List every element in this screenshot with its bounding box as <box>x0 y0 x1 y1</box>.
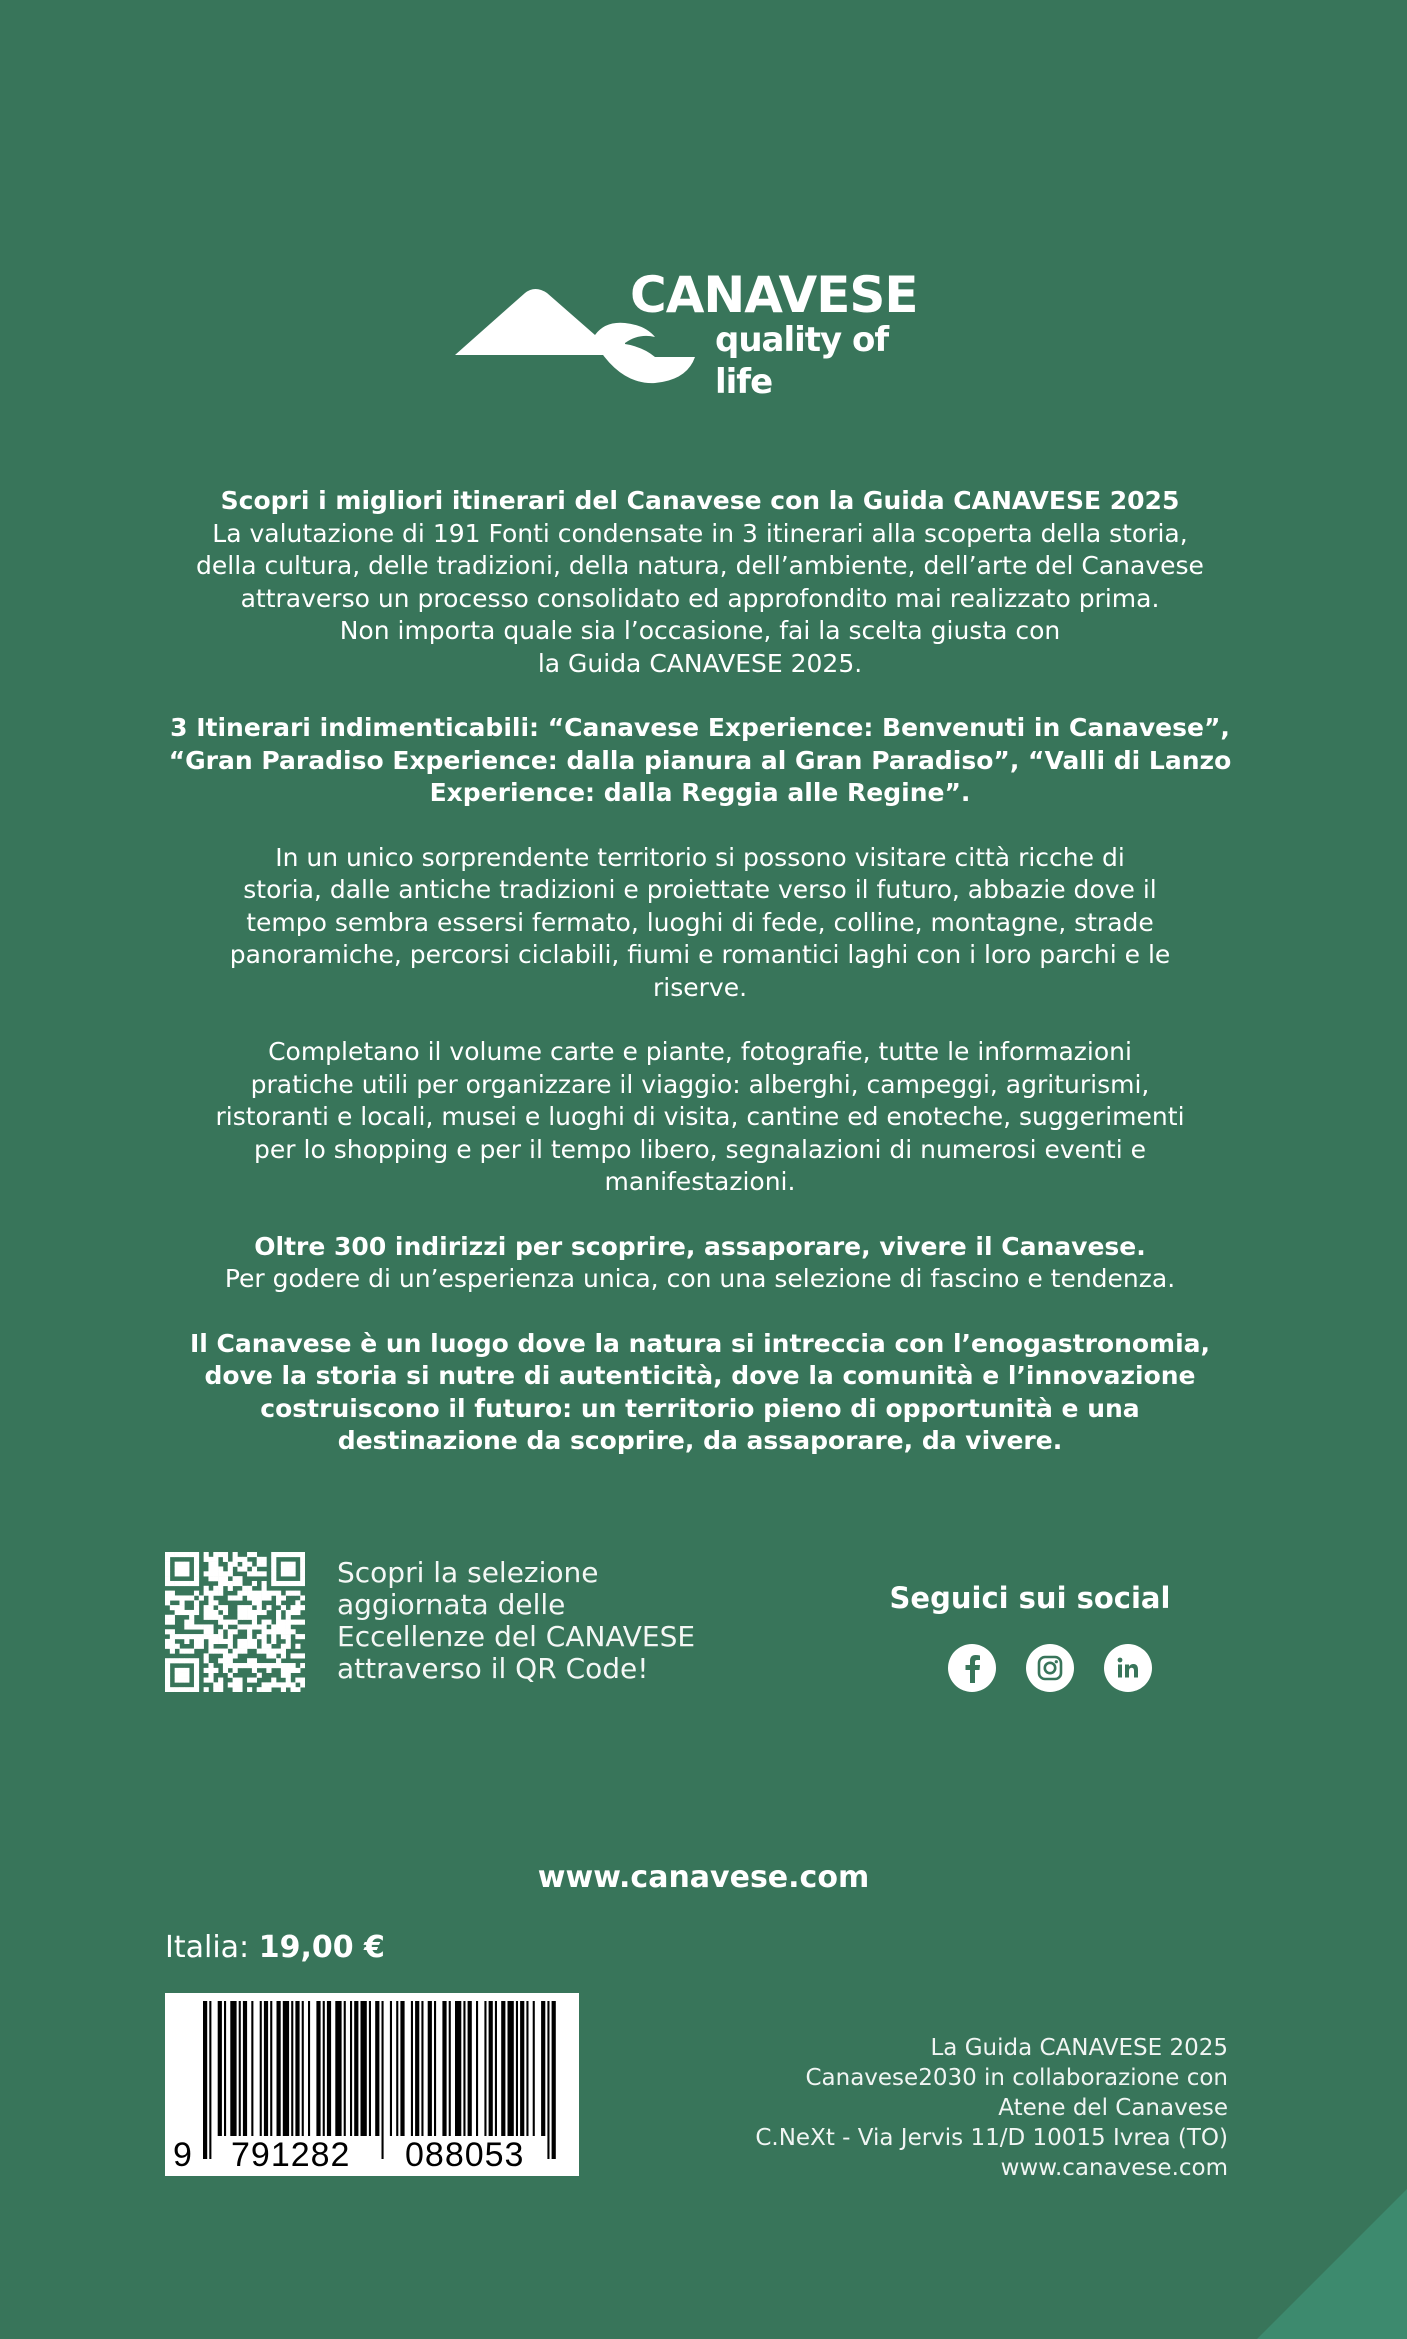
back-cover-text <box>150 485 1250 1490</box>
addresses-paragraph <box>150 1231 1250 1296</box>
intro-line: della cultura, delle tradizioni, della natura, dell’ambiente, dell’arte del Canavese <box>196 551 1204 580</box>
addresses-heading: Oltre 300 indirizzi per scoprire, assaporare, vivere il Canavese. <box>254 1231 1146 1261</box>
barcode-digit-prefix: 9 <box>173 2136 192 2174</box>
closing-line: costruiscono il futuro: un territorio pieno di opportunità e una <box>260 1393 1140 1423</box>
territory-line: tempo sembra essersi fermato, luoghi di fede, colline, montagne, strade <box>246 907 1154 937</box>
volume-line: per lo shopping e per il tempo libero, segnalazioni di numerosi eventi e <box>254 1134 1146 1164</box>
logo-brand: CANAVESE <box>630 266 918 324</box>
price-label: Italia: <box>165 1930 250 1965</box>
intro-line: la Guida CANAVESE 2025. <box>537 648 863 678</box>
intro-paragraph <box>150 485 1250 680</box>
itineraries-line: Experience: dalla Reggia alle Regine”. <box>429 778 971 807</box>
publisher-info <box>728 2033 1228 2183</box>
qr-caption-line: Scopri la selezione <box>337 1556 599 1589</box>
price <box>165 1928 385 1968</box>
qr-caption <box>337 1557 757 1685</box>
volume-paragraph <box>150 1036 1250 1199</box>
intro-line: attraverso un processo consolidato ed approfondito mai realizzato prima. <box>240 583 1160 613</box>
volume-line: pratiche utili per organizzare il viaggio: alberghi, campeggi, agriturismi, <box>250 1069 1150 1099</box>
intro-heading: Scopri i migliori itinerari del Canavese con la Guida CANAVESE 2025 <box>220 486 1180 515</box>
website-link[interactable]: www.canavese.com <box>537 1860 870 1895</box>
publisher-line: Atene del Canavese <box>998 2095 1228 2121</box>
qr-caption-line: aggiornata delle <box>337 1588 566 1621</box>
qr-caption-line: attraverso il QR Code! <box>337 1652 649 1685</box>
closing-paragraph <box>150 1328 1250 1458</box>
canavese-logo <box>455 265 955 402</box>
volume-line: manifestazioni. <box>604 1167 796 1196</box>
price-amount: 19,00 € <box>258 1930 385 1965</box>
instagram-icon[interactable] <box>1026 1644 1074 1692</box>
barcode-digits-right: 088053 <box>405 2136 525 2174</box>
itineraries-line: 3 Itinerari indimenticabili: “Canavese Experience: Benvenuti in Canavese”, <box>170 713 1230 742</box>
itineraries-line: “Gran Paradiso Experience: dalla pianura al Gran Paradiso”, “Valli di Lanzo <box>168 745 1232 775</box>
closing-line: dove la storia si nutre di autenticità, dove la comunità e l’innovazione <box>204 1361 1196 1390</box>
isbn-barcode <box>165 1993 579 2176</box>
publisher-line: C.NeXt - Via Jervis 11/D 10015 Ivrea (TO) <box>755 2125 1228 2151</box>
territory-line: In un unico sorprendente territorio si possono visitare città ricche di <box>275 842 1125 872</box>
qr-code[interactable] <box>165 1552 305 1692</box>
social-title: Seguici sui social <box>889 1581 1171 1615</box>
logo-tagline: quality of life <box>715 320 889 402</box>
volume-line: ristoranti e locali, musei e luoghi di visita, cantine ed enoteche, suggerimenti <box>215 1102 1185 1131</box>
territory-line: storia, dalle antiche tradizioni e proiettate verso il futuro, abbazie dove il <box>243 875 1157 904</box>
territory-line: panoramiche, percorsi ciclabili, fiumi e romantici laghi con i loro parchi e le <box>229 940 1171 969</box>
closing-line: destinazione da scoprire, da assaporare, da vivere. <box>337 1426 1063 1455</box>
corner-decoration <box>1257 2189 1407 2339</box>
qr-code-icon <box>165 1552 305 1692</box>
publisher-line: Canavese2030 in collaborazione con <box>805 2065 1228 2091</box>
closing-line: Il Canavese è un luogo dove la natura si intreccia con l’enogastronomia, <box>189 1328 1211 1358</box>
addresses-line: Per godere di un’esperienza unica, con una selezione di fascino e tendenza. <box>224 1264 1176 1293</box>
volume-line: Completano il volume carte e piante, fotografie, tutte le informazioni <box>268 1037 1132 1066</box>
barcode-digits-left: 791282 <box>231 2136 351 2174</box>
territory-paragraph <box>150 842 1250 1005</box>
qr-caption-line: Eccellenze del CANAVESE <box>337 1620 696 1653</box>
itineraries-paragraph <box>150 712 1250 810</box>
territory-line: riserve. <box>652 972 748 1002</box>
facebook-icon[interactable] <box>948 1644 996 1692</box>
intro-line: La valutazione di 191 Fonti condensate in 3 itinerari alla scoperta della storia, <box>212 518 1188 548</box>
publisher-website[interactable]: www.canavese.com <box>1000 2155 1228 2181</box>
linkedin-icon[interactable] <box>1104 1644 1152 1692</box>
publisher-line: La Guida CANAVESE 2025 <box>930 2035 1228 2061</box>
intro-line: Non importa quale sia l’occasione, fai la scelta giusta con <box>339 616 1061 645</box>
